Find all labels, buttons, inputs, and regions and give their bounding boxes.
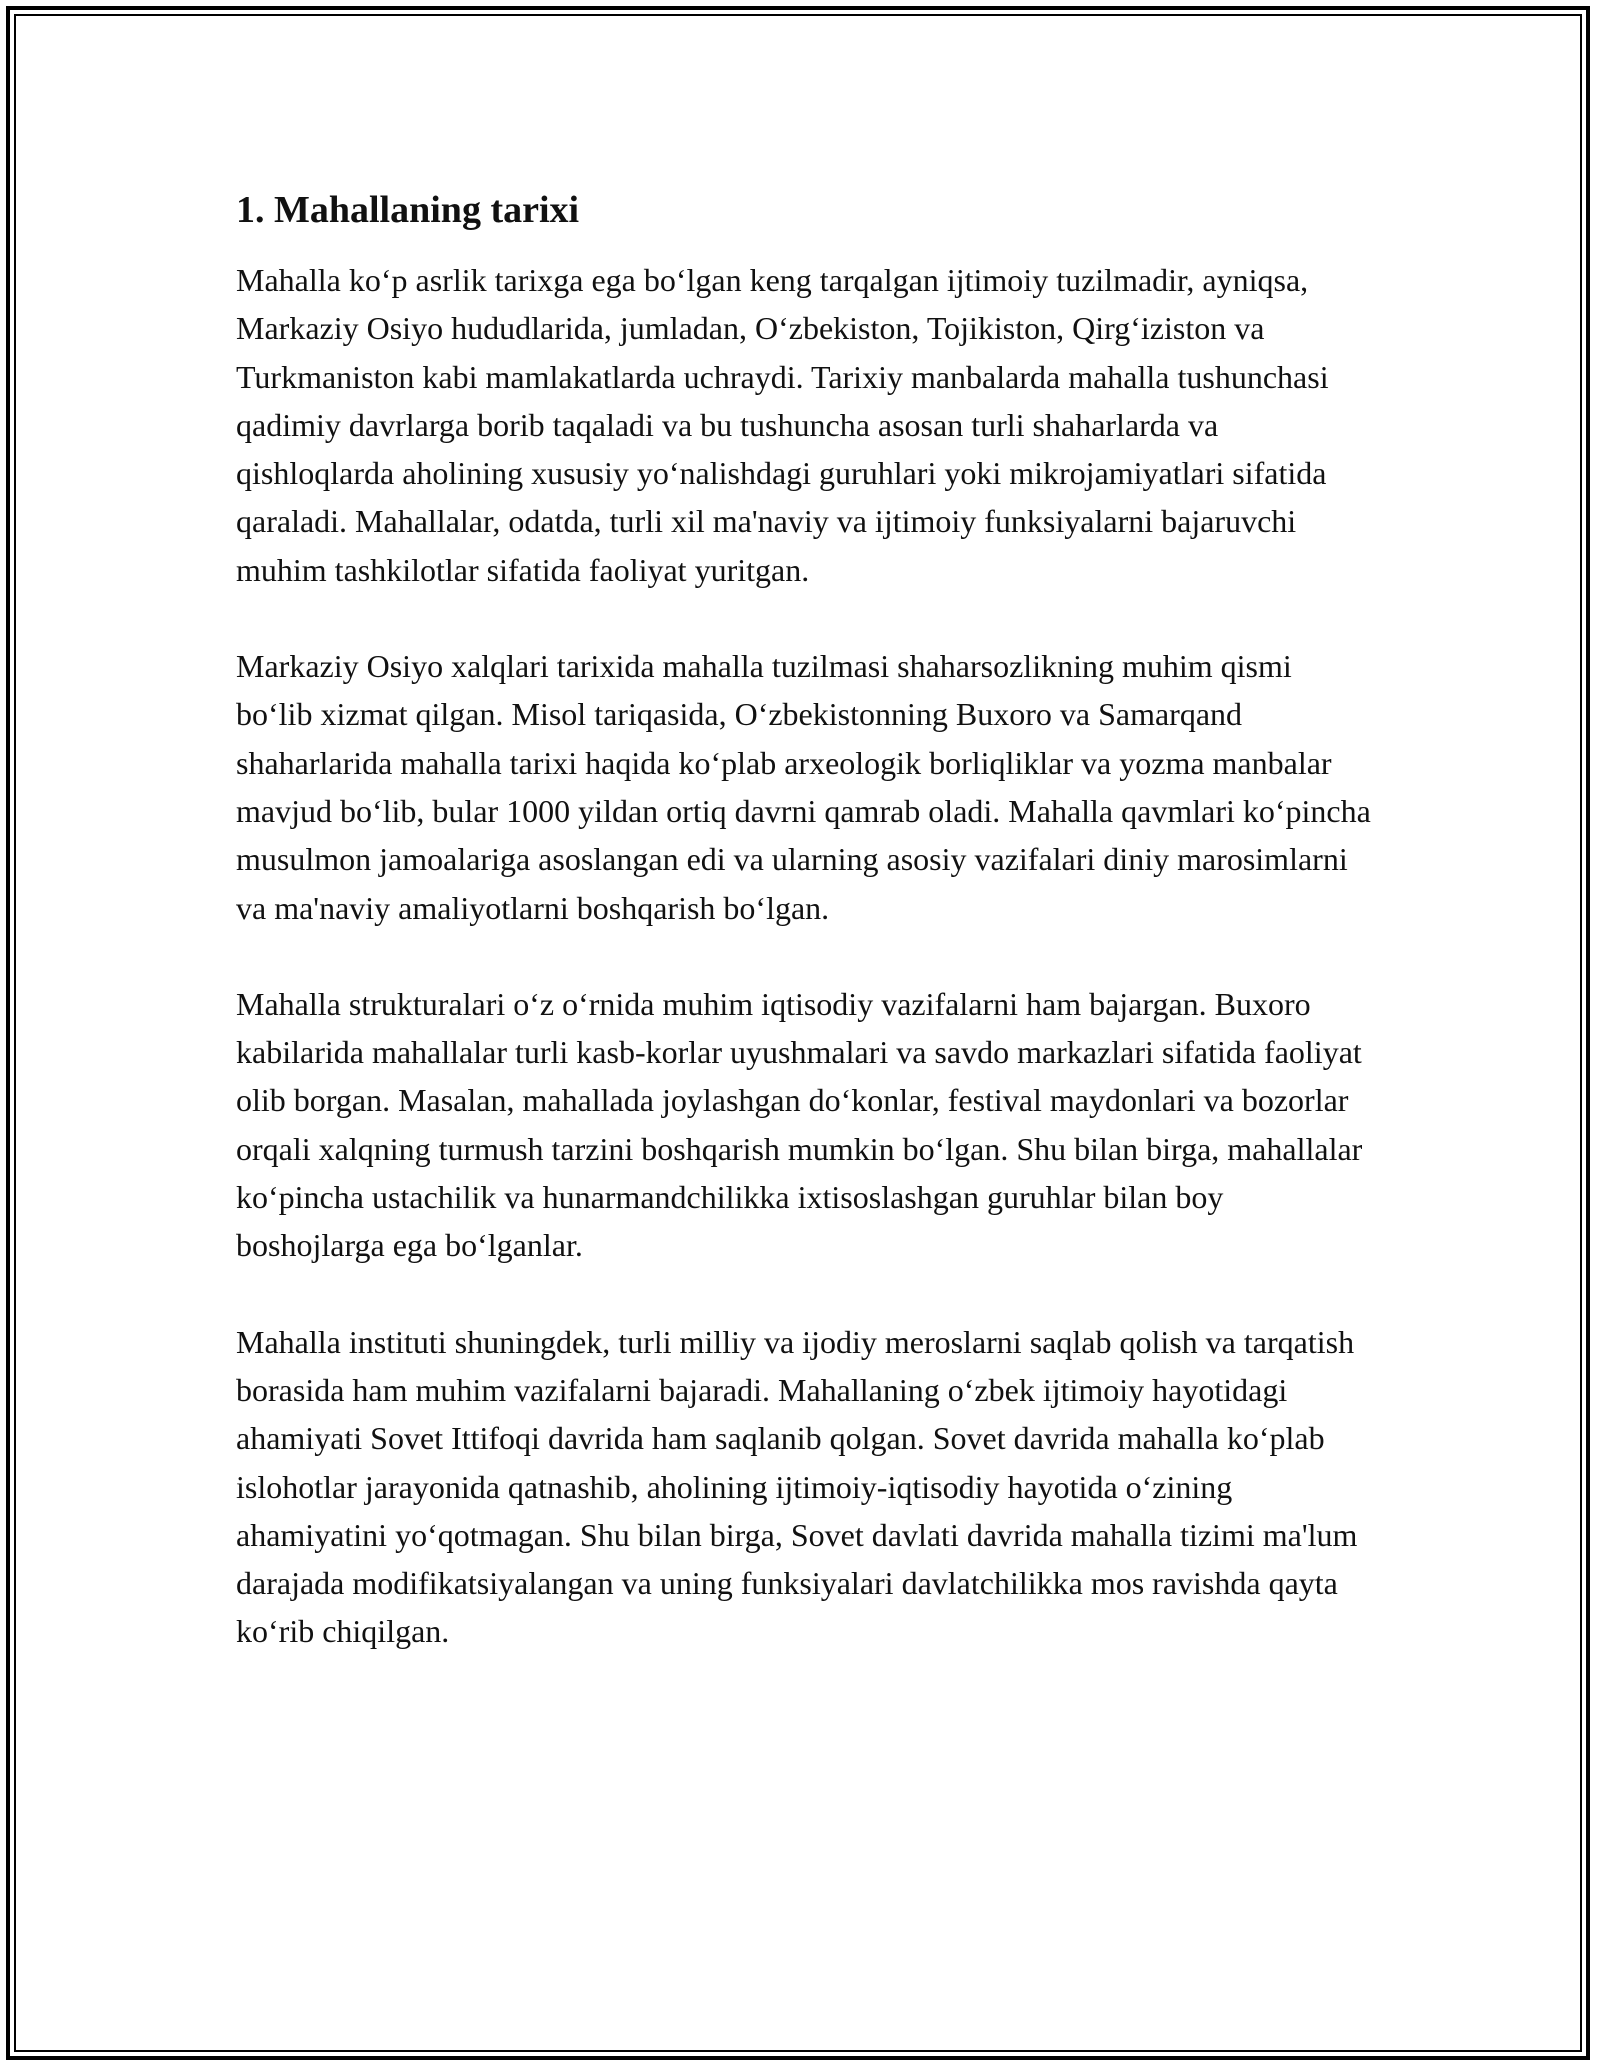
section-heading: 1. Mahallaning tarixi — [236, 189, 580, 231]
paragraph-2: Markaziy Osiyo xalqlari tarixida mahalla tuzilmasi shaharsozlikning muhim qismi boʻlib xizmat qilgan. Misol tariqasida, Oʻzbekistonning Buxoro va Samarqand shaharlarida mahalla tarixi haqida koʻplab arxeologik borliqliklar va yozma manbalar mavjud boʻlib, bular 1000 yildan ortiq davrni qamrab oladi. Mahalla qavmlari koʻpincha musulmon jamoalariga asoslangan edi va ularning asosiy vazifalari diniy marosimlarni va ma'naviy amaliyotlarni boshqarish boʻlgan. — [236, 648, 1371, 926]
paragraph-1: Mahalla koʻp asrlik tarixga ega boʻlgan keng tarqalgan ijtimoiy tuzilmadir, ayniqsa, Markaziy Osiyo hududlarida, jumladan, Oʻzbekiston, Tojikiston, Qirgʻiziston va Turkmaniston kabi mamlakatlarda uchraydi. Tarixiy manbalarda mahalla tushunchasi qadimiy davrlarga borib taqaladi va bu tushuncha asosan turli shaharlarda va qishloqlarda aholining xususiy yoʻnalishdagi guruhlari yoki mikrojamiyatlari sifatida qaraladi. Mahallalar, odatda, turli xil ma'naviy va ijtimoiy funksiyalarni bajaruvchi muhim tashkilotlar sifatida faoliyat yuritgan. — [236, 262, 1329, 588]
document-body — [236, 186, 1376, 1704]
paragraph-3: Mahalla strukturalari oʻz oʻrnida muhim iqtisodiy vazifalarni ham bajargan. Buxoro kabilarida mahallalar turli kasb-korlar uyushmalari va savdo markazlari sifatida faoliyat olib borgan. Masalan, mahallada joylashgan doʻkonlar, festival maydonlari va bozorlar orqali xalqning turmush tarzini boshqarish mumkin boʻlgan. Shu bilan birga, mahallalar koʻpincha ustachilik va hunarmandchilikka ixtisoslashgan guruhlar bilan boy boshojlarga ega boʻlganlar. — [236, 985, 1363, 1264]
paragraph-4: Mahalla instituti shuningdek, turli milliy va ijodiy meroslarni saqlab qolish va tarqatish borasida ham muhim vazifalarni bajaradi. Mahallaning oʻzbek ijtimoiy hayotidagi ahamiyati Sovet Ittifoqi davrida ham saqlanib qolgan. Sovet davrida mahalla koʻplab islohotlar jarayonida qatnashib, aholining ijtimoiy-iqtisodiy hayotida oʻzining ahamiyatini yoʻqotmagan. Shu bilan birga, Sovet davlati davrida mahalla tizimi ma'lum darajada modifikatsiyalangan va uning funksiyalari davlatchilikka mos ravishda qayta koʻrib chiqilgan. — [236, 1323, 1358, 1650]
